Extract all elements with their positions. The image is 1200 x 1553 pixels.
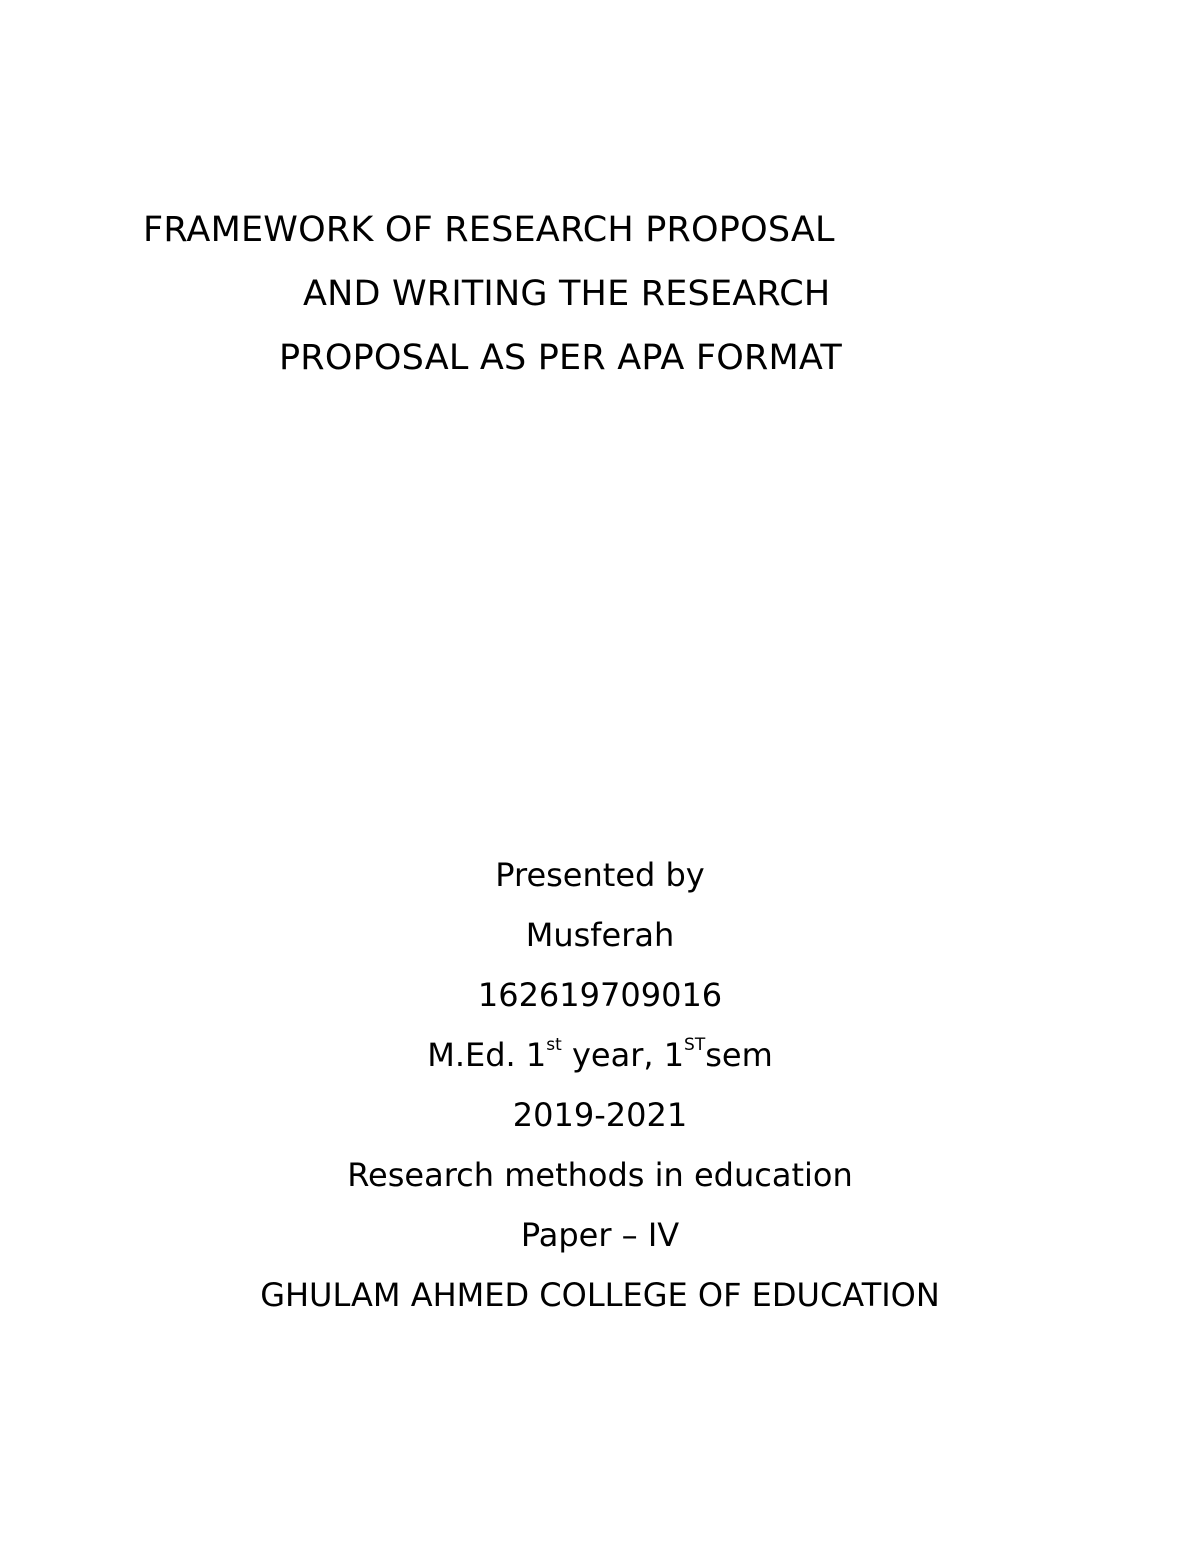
- title-line-3: PROPOSAL AS PER APA FORMAT: [279, 338, 842, 378]
- semester-ordinal-suffix: ST: [684, 1035, 706, 1056]
- student-name: Musferah: [525, 916, 675, 954]
- subject-name: Research methods in education: [347, 1156, 853, 1194]
- title-line-2: AND WRITING THE RESEARCH: [303, 274, 831, 314]
- course-year-semester: [0, 1035, 1200, 1095]
- roll-number: 162619709016: [477, 976, 723, 1014]
- presenter-info-block: [0, 855, 1200, 1335]
- presented-by-label: Presented by: [495, 856, 705, 894]
- course-middle: year, 1: [561, 1036, 685, 1074]
- title-line-1: FRAMEWORK OF RESEARCH PROPOSAL: [143, 210, 835, 250]
- course-prefix: M.Ed. 1: [427, 1036, 547, 1074]
- course-end: sem: [705, 1036, 773, 1074]
- year-ordinal-suffix: st: [546, 1035, 562, 1056]
- paper-number: Paper – IV: [520, 1216, 680, 1254]
- academic-session: 2019-2021: [512, 1096, 688, 1134]
- college-name: GHULAM AHMED COLLEGE OF EDUCATION: [260, 1276, 940, 1314]
